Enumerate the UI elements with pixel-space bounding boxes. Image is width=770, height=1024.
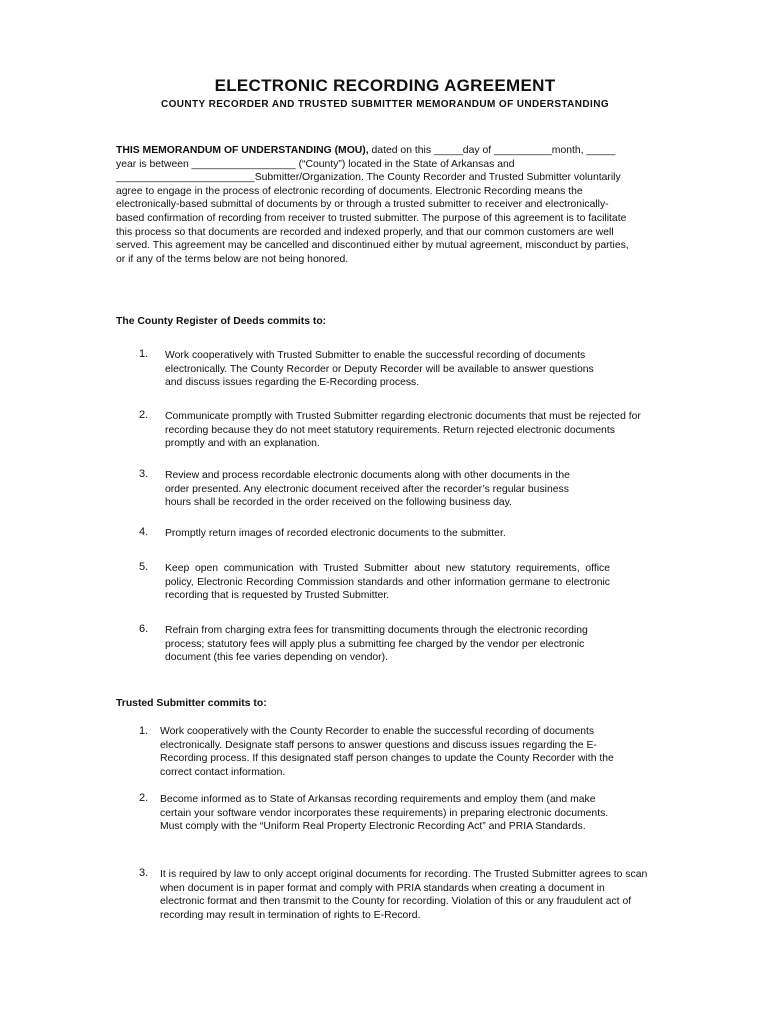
item-text: Refrain from charging extra fees for transmitting documents through the electronic recording process; statutory fees will apply plus a submitting fee charged by the vendor per electronic document (this fee varies depending on vendor).: [165, 625, 588, 664]
item-number: 1.: [139, 725, 149, 737]
item-number: 6.: [139, 623, 149, 635]
item-text: Keep open communication with Trusted Submitter about new statutory requirements, office policy, Electronic Recording Commission standards and other information germane to electronic recording that is requested by Trusted Submitter.: [165, 563, 610, 602]
item-text: Become informed as to State of Arkansas recording requirements and employ them (and make certain your software vendor incorporates these requirements) in preparing electronic documents. Must comply with the “Uniform Real Property Electronic Recording Act” and PRIA Standards.: [160, 794, 609, 833]
intro-paragraph: [116, 144, 636, 266]
item-number: 5.: [139, 561, 149, 573]
county-section-heading: The County Register of Deeds commits to:: [116, 316, 327, 327]
item-number: 2.: [139, 409, 149, 421]
item-number: 4.: [139, 526, 149, 538]
item-text: Work cooperatively with the County Recorder to enable the successful recording of documents electronically. Designate staff persons to answer questions and discuss issues regarding the E-Recording process. If this designated staff person changes to update the County Recorder with the correct contact information.: [160, 726, 614, 778]
item-text: Work cooperatively with Trusted Submitter to enable the successful recording of documents electronically. The County Recorder or Deputy Recorder will be available to answer questions and discuss issues regarding the E-Recording process.: [165, 350, 594, 389]
item-text: It is required by law to only accept original documents for recording. The Trusted Submitter agrees to scan when document is in paper format and comply with PRIA standards when creating a document in electronic format and then transmit to the County for recording. Violation of this or any fraudulent act of recording may result in termination of rights to E-Record.: [160, 869, 648, 921]
item-text: Review and process recordable electronic documents along with other documents in the order presented. Any electronic document received after the recorder’s regular business hours shall be recorded in the order received on the following business day.: [165, 470, 570, 509]
item-number: 2.: [139, 792, 149, 804]
intro-body: dated on this _____day of __________month, _____ year is between __________________ (“County”) located in the State of Arkansas and ________________________Submitter/Organization. The County Recorder and Trusted Submitter voluntarily agree to engage in the process of electronic recording of documents. Electronic Recording means the electronically-based submittal of documents by or through a trusted submitter to receiver and electronically-based confirmation of recording from receiver to trusted submitter. The purpose of this agreement is to facilitate this process so that documents are recorded and indexed properly, and that our common customers are well served. This agreement may be cancelled and discontinued either by mutual agreement, misconduct by parties, or if any of the terms below are not being honored.: [116, 145, 629, 265]
document-title: ELECTRONIC RECORDING AGREEMENT: [214, 76, 556, 95]
item-text: Communicate promptly with Trusted Submitter regarding electronic documents that must be rejected for recording because they do not meet statutory requirements. Return rejected electronic documents promptly and with an explanation.: [165, 411, 641, 450]
submitter-section-heading: Trusted Submitter commits to:: [116, 698, 267, 709]
item-number: 1.: [139, 348, 149, 360]
item-number: 3.: [139, 867, 149, 879]
item-number: 3.: [139, 468, 149, 480]
item-text: Promptly return images of recorded electronic documents to the submitter.: [165, 528, 506, 539]
document-subtitle: COUNTY RECORDER AND TRUSTED SUBMITTER MEMORANDUM OF UNDERSTANDING: [160, 99, 610, 110]
intro-lead: THIS MEMORANDUM OF UNDERSTANDING (MOU),: [116, 145, 369, 156]
